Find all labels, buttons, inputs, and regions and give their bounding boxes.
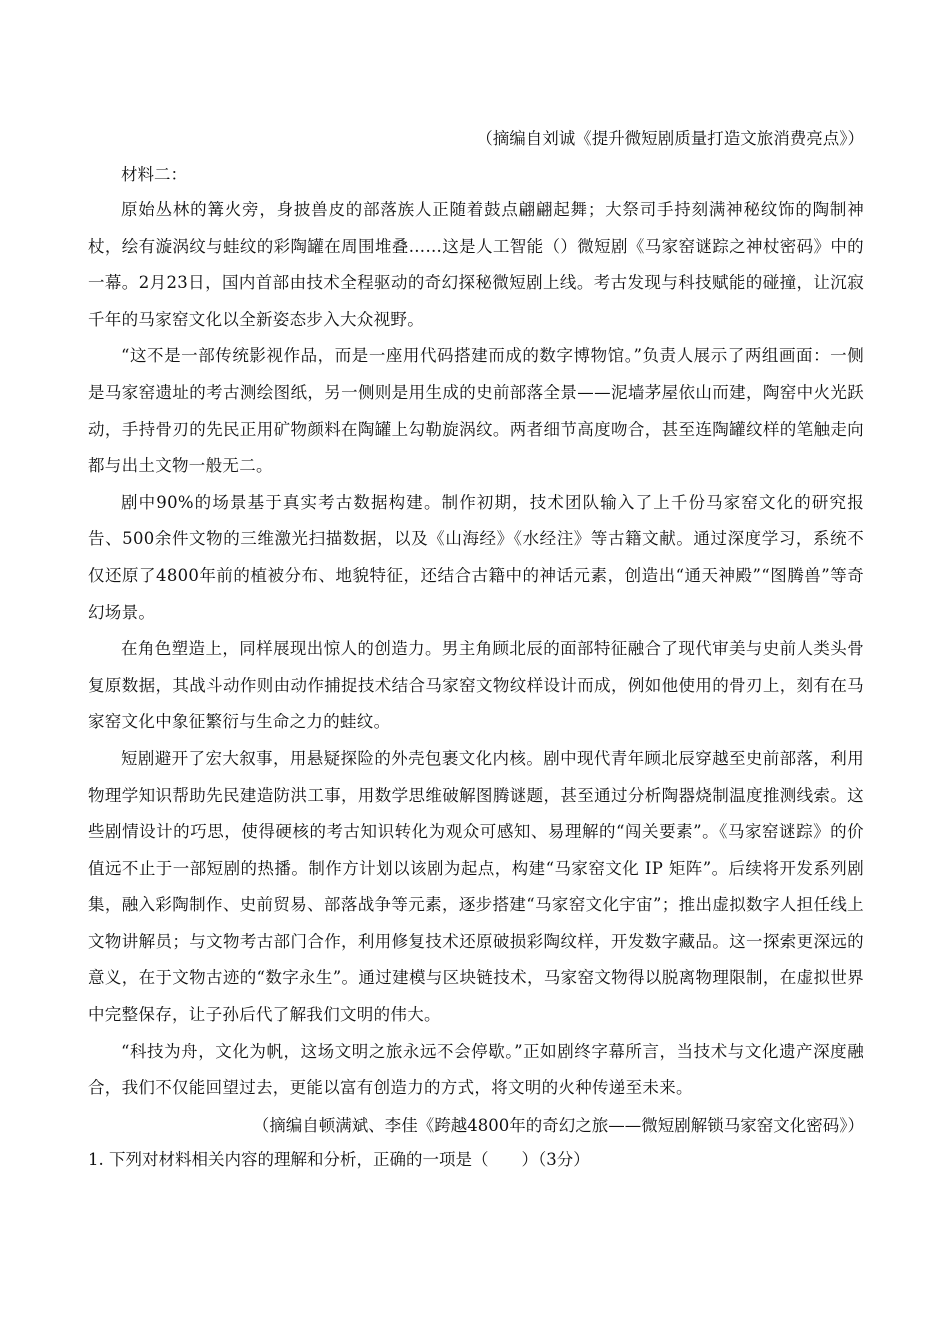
paragraph-4: 在角色塑造上，同样展现出惊人的创造力。男主角顾北辰的面部特征融合了现代审美与史前人类头骨复原数据，其战斗动作则由动作捕捉技术结合马家窑文物纹样设计而成，例如他使用的骨刃上，刻有在马家窑文化中象征繁衍与生命之力的蛙纹。 [88,639,864,732]
material-label: 材料二： [121,165,187,184]
paragraph-2: “这不是一部传统影视作品，而是一座用代码搭建而成的数字博物馆。”负责人展示了两组画面：一侧是马家窑遗址的考古测绘图纸，另一侧则是用生成的史前部落全景——泥墙茅屋依山而建，陶窑中火光跃动，手持骨刃的先民正用矿物颜料在陶罐上勾勒旋涡纹。两者细节高度吻合，甚至连陶罐纹样的笔触走向都与出土文物一般无二。 [88,346,864,476]
paragraph-3: 剧中90%的场景基于真实考古数据构建。制作初期，技术团队输入了上千份马家窑文化的研究报告、500余件文物的三维激光扫描数据，以及《山海经》《水经注》等古籍文献。通过深度学习，系统不仅还原了4800年前的植被分布、地貌特征，还结合古籍中的神话元素，创造出“通天神殿”“图腾兽”等奇幻场景。 [88,492,864,622]
paragraph-5: 短剧避开了宏大叙事，用悬疑探险的外壳包裹文化内核。剧中现代青年顾北辰穿越至史前部落，利用物理学知识帮助先民建造防洪工事，用数学思维破解图腾谜题，甚至通过分析陶器烧制温度推测线索。这些剧情设计的巧思，使得硬核的考古知识转化为观众可感知、易理解的“闯关要素”。《马家窑谜踪》的价值远不止于一部短剧的热播。制作方计划以该剧为起点，构建“马家窑文化 IP 矩阵”。后续将开发系列剧集，融入彩陶制作、史前贸易、部落战争等元素，逐步搭建“马家窑文化宇宙”；推出虚拟数字人担任线上文物讲解员；与文物考古部门合作，利用修复技术还原破损彩陶纹样，开发数字藏品。这一探索更深远的意义，在于文物古迹的“数字永生”。通过建模与区块链技术，马家窑文物得以脱离物理限制，在虚拟世界中完整保存，让子孙后代了解我们文明的伟大。 [88,748,864,1025]
paragraph-1: 原始丛林的篝火旁，身披兽皮的部落族人正随着鼓点翩翩起舞；大祭司手持刻满神秘纹饰的陶制神杖，绘有漩涡纹与蛙纹的彩陶罐在周围堆叠……这是人工智能（）微短剧《马家窑谜踪之神杖密码》中的一幕。2月23日，国内首部由技术全程驱动的奇幻探秘微短剧上线。考古发现与科技赋能的碰撞，让沉寂千年的马家窑文化以全新姿态步入大众视野。 [88,200,864,329]
question-1: 1. 下列对材料相关内容的理解和分析，正确的一项是（ ）（3分） [88,1149,590,1169]
source-citation-top: （摘编自刘诚《提升微短剧质量打造文旅消费亮点》） [476,129,864,148]
paragraph-6: “科技为舟，文化为帆，这场文明之旅永远不会停歇。”正如剧终字幕所言，当技术与文化遗产深度融合，我们不仅能回望过去，更能以富有创造力的方式，将文明的火种传递至未来。 [88,1041,864,1098]
source-citation-bottom: （摘编自顿满斌、李佳《跨越4800年的奇幻之旅——微短剧解锁马家窑文化密码》） [252,1115,864,1135]
document-page [88,122,864,1177]
